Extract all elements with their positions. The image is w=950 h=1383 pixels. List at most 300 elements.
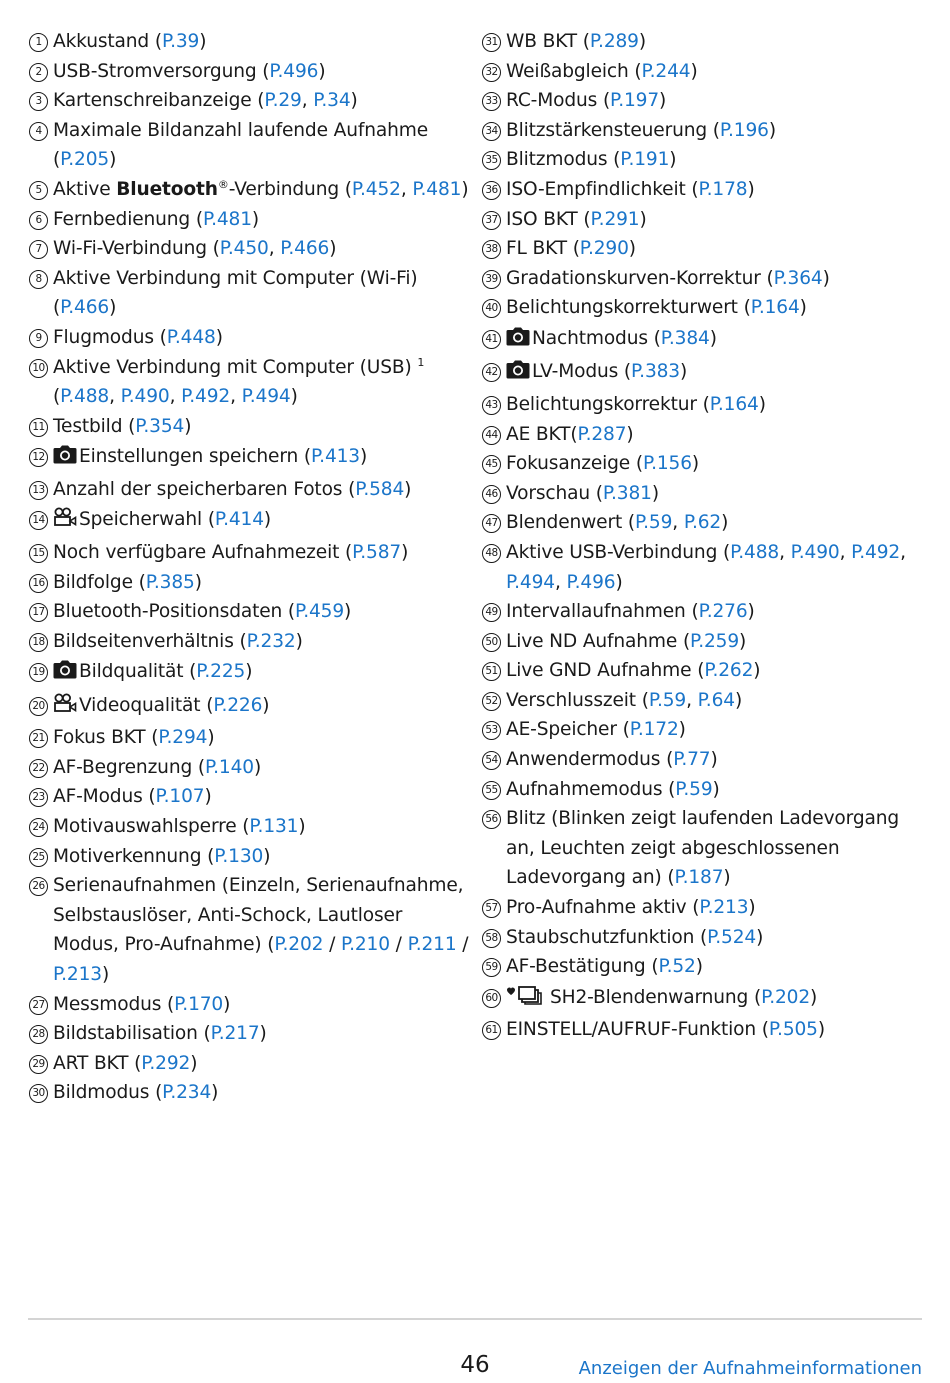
page-reference-link[interactable]: P.413 xyxy=(311,446,360,468)
item-number-badge: 6 xyxy=(29,211,48,230)
item-text: ) xyxy=(695,956,703,978)
list-item xyxy=(481,745,921,775)
list-item xyxy=(28,412,473,442)
item-text: ) xyxy=(199,31,207,52)
page-reference-link[interactable]: P.276 xyxy=(698,601,748,623)
list-item xyxy=(28,86,473,116)
page-reference-link[interactable]: P.107 xyxy=(155,786,205,808)
item-text: ) xyxy=(329,238,337,260)
page-reference-link[interactable]: P.494 xyxy=(506,571,555,593)
item-text: ) xyxy=(748,897,756,919)
item-text: Pro-Aufnahme aktiv ( xyxy=(506,897,700,919)
list-item xyxy=(28,323,473,353)
list-item xyxy=(481,508,921,538)
camera-icon xyxy=(53,658,77,690)
item-text: Belichtungskorrekturwert ( xyxy=(506,297,751,319)
page-reference-link[interactable]: P.291 xyxy=(590,208,640,230)
page-reference-link[interactable]: P.259 xyxy=(690,630,740,652)
item-text: , xyxy=(900,541,906,563)
item-number-badge: 9 xyxy=(29,329,48,348)
item-number-badge: 38 xyxy=(482,240,501,259)
item-number-badge: 27 xyxy=(29,996,48,1015)
item-text: Blitzmodus ( xyxy=(506,149,621,171)
item-text: , xyxy=(268,238,281,260)
list-item xyxy=(481,449,921,479)
item-text: ) xyxy=(810,986,818,1008)
item-number-badge: 37 xyxy=(482,211,501,230)
item-number-badge: 24 xyxy=(29,818,48,837)
item-text: ) xyxy=(747,178,755,200)
item-text: ISO BKT ( xyxy=(506,208,591,230)
item-text: ) xyxy=(638,31,646,52)
item-number-badge: 55 xyxy=(482,781,501,800)
page-reference-link[interactable]: P.294 xyxy=(158,727,208,749)
page-reference-link[interactable]: P.59 xyxy=(648,689,687,711)
item-text: Belichtungskorrektur ( xyxy=(506,393,710,415)
item-text: , xyxy=(230,386,242,408)
item-text: FL BKT ( xyxy=(506,238,580,260)
page-reference-link[interactable]: P.492 xyxy=(851,541,901,563)
page-reference-link[interactable]: P.213 xyxy=(699,897,749,919)
item-text: Videoqualität ( xyxy=(79,694,214,716)
item-text: Blitzstärkensteuerung ( xyxy=(506,119,720,141)
page-reference-link[interactable]: P.492 xyxy=(181,386,231,408)
page-reference-link[interactable]: P.210 xyxy=(340,934,390,956)
page-reference-link[interactable]: P.34 xyxy=(313,90,351,112)
heart-sequential-icon xyxy=(506,984,548,1016)
item-text: ) xyxy=(184,415,192,437)
item-number-badge: 13 xyxy=(29,481,48,500)
page-reference-link[interactable]: P.354 xyxy=(135,415,185,437)
item-text: , xyxy=(169,386,182,408)
item-text: ) xyxy=(401,541,409,563)
page-reference-link[interactable]: P.225 xyxy=(196,661,246,683)
item-text: Fokus BKT ( xyxy=(53,727,159,749)
list-item xyxy=(481,923,921,953)
item-text: ) xyxy=(721,512,729,534)
list-item xyxy=(28,116,473,175)
page-reference-link[interactable]: P.202 xyxy=(761,986,811,1008)
page-number: 46 xyxy=(460,1352,490,1378)
page-reference-link[interactable]: P.29 xyxy=(264,90,302,112)
item-text: Aktive Verbindung mit Computer (USB) xyxy=(53,356,418,378)
footer-divider xyxy=(28,1318,922,1320)
page-reference-link[interactable]: P.64 xyxy=(697,689,735,711)
item-text: ) xyxy=(109,297,117,319)
page-reference-link[interactable]: P.524 xyxy=(707,926,757,948)
list-item xyxy=(481,356,921,390)
superscript: ® xyxy=(217,177,229,191)
list-item xyxy=(481,893,921,923)
item-number-badge: 34 xyxy=(482,122,501,141)
item-text: Aufnahmemodus ( xyxy=(506,778,676,800)
list-item xyxy=(481,775,921,805)
item-number-badge: 2 xyxy=(29,63,48,82)
item-number-badge: 10 xyxy=(29,359,48,378)
page-reference-link[interactable]: P.292 xyxy=(141,1052,191,1074)
item-text: ) xyxy=(318,60,326,82)
item-text: , xyxy=(109,386,121,408)
page-reference-link[interactable]: P.385 xyxy=(145,571,195,593)
item-text: ) xyxy=(194,571,202,593)
item-text: AF-Modus ( xyxy=(53,786,156,808)
item-number-badge: 61 xyxy=(482,1021,501,1040)
list-item xyxy=(28,234,473,264)
page-reference-link[interactable]: P.496 xyxy=(269,60,319,82)
item-text: ART BKT ( xyxy=(53,1052,142,1074)
item-text: Bildmodus ( xyxy=(53,1082,163,1104)
right-column xyxy=(481,27,921,1045)
page-reference-link[interactable]: P.202 xyxy=(274,934,324,956)
item-text: ) xyxy=(756,926,764,948)
page-reference-link[interactable]: P.364 xyxy=(773,267,823,289)
item-number-badge: 5 xyxy=(29,181,48,200)
item-number-badge: 4 xyxy=(29,122,48,141)
item-text: , xyxy=(554,571,567,593)
list-item xyxy=(481,715,921,745)
item-text: Wi-Fi-Verbindung ( xyxy=(53,238,220,260)
item-text: ) xyxy=(734,689,743,711)
page-reference-link[interactable]: P.211 xyxy=(407,934,457,956)
list-item xyxy=(481,479,921,509)
list-item xyxy=(28,723,473,753)
bold-text: Bluetooth xyxy=(116,178,218,200)
page-reference-link[interactable]: P.131 xyxy=(249,816,299,838)
page-reference-link[interactable]: P.505 xyxy=(768,1019,818,1041)
item-number-badge: 23 xyxy=(29,788,48,807)
item-text: ) xyxy=(404,478,412,500)
item-number-badge: 22 xyxy=(29,759,48,778)
page-reference-link[interactable]: P.140 xyxy=(204,756,254,778)
item-text: Gradationskurven-Korrektur ( xyxy=(506,267,774,289)
item-number-badge: 25 xyxy=(29,848,48,867)
item-text: Aktive Verbindung mit Computer (Wi-Fi) ( xyxy=(53,267,418,319)
item-text: ) xyxy=(669,149,677,171)
list-item xyxy=(28,842,473,872)
item-text: ) xyxy=(211,1082,219,1104)
item-text: , xyxy=(672,512,684,534)
item-text: ) xyxy=(691,453,700,475)
item-text: ) xyxy=(628,238,636,260)
item-text: ) xyxy=(709,327,717,349)
item-text: Serienaufnahmen (Einzeln, Serienaufnahme, Selbstauslöser, Anti-Schock, Lautloser Modus, Pro-Aufnahme) ( xyxy=(53,875,464,956)
list-item xyxy=(481,627,921,657)
item-number-badge: 59 xyxy=(482,958,501,977)
page-reference-link[interactable]: P.466 xyxy=(280,238,330,260)
page-reference-link[interactable]: P.170 xyxy=(174,993,224,1015)
page-reference-link[interactable]: P.587 xyxy=(352,541,402,563)
page-reference-link[interactable]: P.262 xyxy=(704,660,754,682)
item-text: ) xyxy=(723,867,731,889)
item-text: SH2-Blendenwarnung ( xyxy=(550,986,762,1008)
item-text: Nachtmodus ( xyxy=(532,327,661,349)
page-reference-link[interactable]: P.196 xyxy=(719,119,769,141)
item-number-badge: 47 xyxy=(482,514,501,533)
item-text: ) xyxy=(215,326,223,348)
item-number-badge: 44 xyxy=(482,426,501,445)
item-text: ) xyxy=(263,845,271,867)
item-number-badge: 50 xyxy=(482,633,501,652)
item-text: Anwendermodus ( xyxy=(506,749,674,771)
item-text: Speicherwahl ( xyxy=(79,509,215,531)
page-reference-link[interactable]: P.459 xyxy=(295,601,345,623)
item-number-badge: 48 xyxy=(482,544,501,563)
item-number-badge: 29 xyxy=(29,1055,48,1074)
list-item xyxy=(28,538,473,568)
page-reference-link[interactable]: P.172 xyxy=(629,719,679,741)
list-item xyxy=(28,656,473,690)
page-reference-link[interactable]: P.496 xyxy=(566,571,616,593)
item-text: WB BKT ( xyxy=(506,31,590,52)
list-item xyxy=(481,264,921,294)
item-text: / xyxy=(389,934,408,956)
page-reference-link[interactable]: P.130 xyxy=(214,845,264,867)
page-reference-link[interactable]: P.287 xyxy=(577,423,627,445)
item-text: Motivauswahlsperre ( xyxy=(53,816,250,838)
list-item xyxy=(28,990,473,1020)
list-item xyxy=(481,1015,921,1045)
list-item xyxy=(481,57,921,87)
page-reference-link[interactable]: P.39 xyxy=(161,31,200,52)
item-text: Bluetooth-Positionsdaten ( xyxy=(53,601,296,623)
item-number-badge: 30 xyxy=(29,1084,48,1103)
item-text: ) xyxy=(651,482,659,504)
page-reference-link[interactable]: P.197 xyxy=(610,90,660,112)
list-item xyxy=(28,627,473,657)
item-number-badge: 52 xyxy=(482,692,501,711)
item-text: ) xyxy=(344,601,352,623)
item-text: ) xyxy=(259,1023,267,1045)
list-item xyxy=(28,175,473,205)
item-text: ( xyxy=(53,386,61,408)
item-text: ) xyxy=(359,446,368,468)
page-reference-link[interactable]: P.584 xyxy=(355,478,405,500)
item-text: Blitz (Blinken zeigt laufenden Ladevorgang an, Leuchten zeigt abgeschlossenen Ladevorgang an) ( xyxy=(506,808,900,889)
item-text: Live GND Aufnahme ( xyxy=(506,660,705,682)
item-number-badge: 15 xyxy=(29,544,48,563)
page-reference-link[interactable]: P.244 xyxy=(641,60,691,82)
item-number-badge: 3 xyxy=(29,92,48,111)
movie-icon xyxy=(53,692,77,724)
item-text: ) xyxy=(290,386,298,408)
item-number-badge: 60 xyxy=(482,989,501,1008)
movie-icon xyxy=(53,506,77,538)
page-reference-link[interactable]: P.187 xyxy=(674,867,724,889)
item-number-badge: 53 xyxy=(482,721,501,740)
item-text: ) xyxy=(626,423,634,445)
page-reference-link[interactable]: P.481 xyxy=(202,208,252,230)
page-reference-link[interactable]: P.62 xyxy=(683,512,722,534)
item-number-badge: 1 xyxy=(29,33,48,52)
item-text: ) xyxy=(710,749,718,771)
list-item xyxy=(28,475,473,505)
item-number-badge: 51 xyxy=(482,662,501,681)
item-text: Live ND Aufnahme ( xyxy=(506,630,691,652)
list-item xyxy=(481,686,921,716)
item-number-badge: 19 xyxy=(29,663,48,682)
item-text: ) xyxy=(207,727,215,749)
item-number-badge: 35 xyxy=(482,151,501,170)
list-item xyxy=(481,420,921,450)
item-text: ) xyxy=(190,1052,198,1074)
list-item xyxy=(28,568,473,598)
item-text: RC-Modus ( xyxy=(506,90,611,112)
item-text: ) xyxy=(615,571,623,593)
page-reference-link[interactable]: P.481 xyxy=(412,178,462,200)
page-reference-link[interactable]: P.178 xyxy=(698,178,748,200)
list-item xyxy=(28,812,473,842)
list-item xyxy=(28,353,473,412)
item-text: Vorschau ( xyxy=(506,482,603,504)
list-item xyxy=(481,804,921,893)
list-item xyxy=(481,390,921,420)
item-text: Aktive xyxy=(53,178,117,200)
list-item xyxy=(28,57,473,87)
item-number-badge: 21 xyxy=(29,729,48,748)
item-number-badge: 18 xyxy=(29,633,48,652)
list-item xyxy=(481,656,921,686)
page-reference-link[interactable]: P.213 xyxy=(53,964,102,986)
item-number-badge: 41 xyxy=(482,330,501,349)
list-item xyxy=(28,871,473,989)
page-reference-link[interactable]: P.164 xyxy=(750,297,800,319)
item-text: Motiverkennung ( xyxy=(53,845,215,867)
item-number-badge: 58 xyxy=(482,929,501,948)
page-reference-link[interactable]: P.452 xyxy=(351,178,401,200)
page-reference-link[interactable]: P.384 xyxy=(660,327,710,349)
page-reference-link[interactable]: P.217 xyxy=(210,1023,260,1045)
item-text: Anzahl der speicherbaren Fotos ( xyxy=(53,478,356,500)
item-text: ) xyxy=(758,393,766,415)
item-text: Flugmodus ( xyxy=(53,326,167,348)
item-text: AE-Speicher ( xyxy=(506,719,630,741)
item-number-badge: 46 xyxy=(482,485,501,504)
list-item xyxy=(481,27,921,57)
page-reference-link[interactable]: P.156 xyxy=(642,453,692,475)
item-text: , xyxy=(400,178,413,200)
page-reference-link[interactable]: P.191 xyxy=(620,149,670,171)
item-text: , xyxy=(839,541,852,563)
list-item xyxy=(28,264,473,323)
item-number-badge: 16 xyxy=(29,574,48,593)
item-text: ) xyxy=(739,630,747,652)
item-number-badge: 54 xyxy=(482,751,501,770)
list-item xyxy=(481,86,921,116)
camera-icon xyxy=(506,325,530,357)
item-number-badge: 14 xyxy=(29,511,48,530)
page-reference-link[interactable]: P.232 xyxy=(246,630,296,652)
superscript: 1 xyxy=(417,355,425,369)
item-text: , xyxy=(301,90,314,112)
item-number-badge: 36 xyxy=(482,181,501,200)
page-reference-link[interactable]: P.289 xyxy=(589,31,639,52)
page-reference-link[interactable]: P.234 xyxy=(162,1082,212,1104)
list-item xyxy=(481,597,921,627)
page-reference-link[interactable]: P.383 xyxy=(631,361,680,383)
item-text: ) xyxy=(101,964,110,986)
item-text: / xyxy=(456,934,469,956)
list-item xyxy=(481,293,921,323)
list-item xyxy=(481,982,921,1016)
page-reference-link[interactable]: P.205 xyxy=(60,149,110,171)
list-item xyxy=(28,753,473,783)
page-reference-link[interactable]: P.490 xyxy=(790,541,840,563)
list-item xyxy=(28,690,473,724)
item-text: ) xyxy=(712,778,720,800)
item-number-badge: 12 xyxy=(29,448,48,467)
list-item xyxy=(28,1078,473,1108)
page-reference-link[interactable]: P.77 xyxy=(673,749,711,771)
list-item xyxy=(28,597,473,627)
item-number-badge: 45 xyxy=(482,455,501,474)
page-reference-link[interactable]: P.466 xyxy=(60,297,110,319)
item-number-badge: 32 xyxy=(482,63,501,82)
item-text: Noch verfügbare Aufnahmezeit ( xyxy=(53,541,353,563)
page-reference-link[interactable]: P.488 xyxy=(60,386,110,408)
item-text: Weißabgleich ( xyxy=(506,60,642,82)
item-text: ) xyxy=(295,630,303,652)
list-item xyxy=(481,175,921,205)
list-item xyxy=(481,323,921,357)
list-item xyxy=(28,27,473,57)
page-reference-link[interactable]: P.494 xyxy=(241,386,291,408)
item-number-badge: 26 xyxy=(29,877,48,896)
item-number-badge: 11 xyxy=(29,418,48,437)
item-text: AE BKT( xyxy=(506,423,578,445)
item-text: ) xyxy=(799,297,807,319)
item-text: Fernbedienung ( xyxy=(53,208,203,230)
page-reference-link[interactable]: P.450 xyxy=(219,238,269,260)
item-text: ) xyxy=(817,1019,825,1041)
item-text: Bildseitenverhältnis ( xyxy=(53,630,247,652)
item-text: ) xyxy=(262,694,270,716)
page-reference-link[interactable]: P.52 xyxy=(658,956,696,978)
item-text: Blendenwert ( xyxy=(506,512,635,534)
item-text: Testbild ( xyxy=(53,415,136,437)
item-text: AF-Begrenzung ( xyxy=(53,756,205,778)
item-text: ) xyxy=(245,661,253,683)
item-text: -Verbindung ( xyxy=(228,178,352,200)
item-text: USB-Stromversorgung ( xyxy=(53,60,270,82)
item-text: ) xyxy=(253,756,262,778)
page-reference-link[interactable]: P.448 xyxy=(166,326,216,348)
page-reference-link[interactable]: P.226 xyxy=(213,694,263,716)
page-reference-link[interactable]: P.381 xyxy=(602,482,652,504)
list-item xyxy=(481,952,921,982)
list-item xyxy=(28,504,473,538)
page-reference-link[interactable]: P.490 xyxy=(120,386,170,408)
page-reference-link[interactable]: P.164 xyxy=(709,393,759,415)
page-reference-link[interactable]: P.290 xyxy=(579,238,629,260)
item-text: Maximale Bildanzahl laufende Aufnahme ( xyxy=(53,119,428,171)
item-text: ) xyxy=(298,816,306,838)
page-reference-link[interactable]: P.414 xyxy=(214,509,264,531)
item-number-badge: 43 xyxy=(482,396,501,415)
item-text: ) xyxy=(639,208,647,230)
item-text: ) xyxy=(768,119,776,141)
list-item xyxy=(481,205,921,235)
item-text: , xyxy=(686,689,698,711)
page-reference-link[interactable]: P.59 xyxy=(634,512,673,534)
list-item xyxy=(28,441,473,475)
list-item xyxy=(481,234,921,264)
section-title-link[interactable]: Anzeigen der Aufnahmeinformationen xyxy=(578,1358,922,1379)
page-reference-link[interactable]: P.59 xyxy=(675,778,713,800)
list-item xyxy=(481,116,921,146)
item-text: ) xyxy=(204,786,212,808)
page-reference-link[interactable]: P.488 xyxy=(730,541,780,563)
item-number-badge: 28 xyxy=(29,1025,48,1044)
